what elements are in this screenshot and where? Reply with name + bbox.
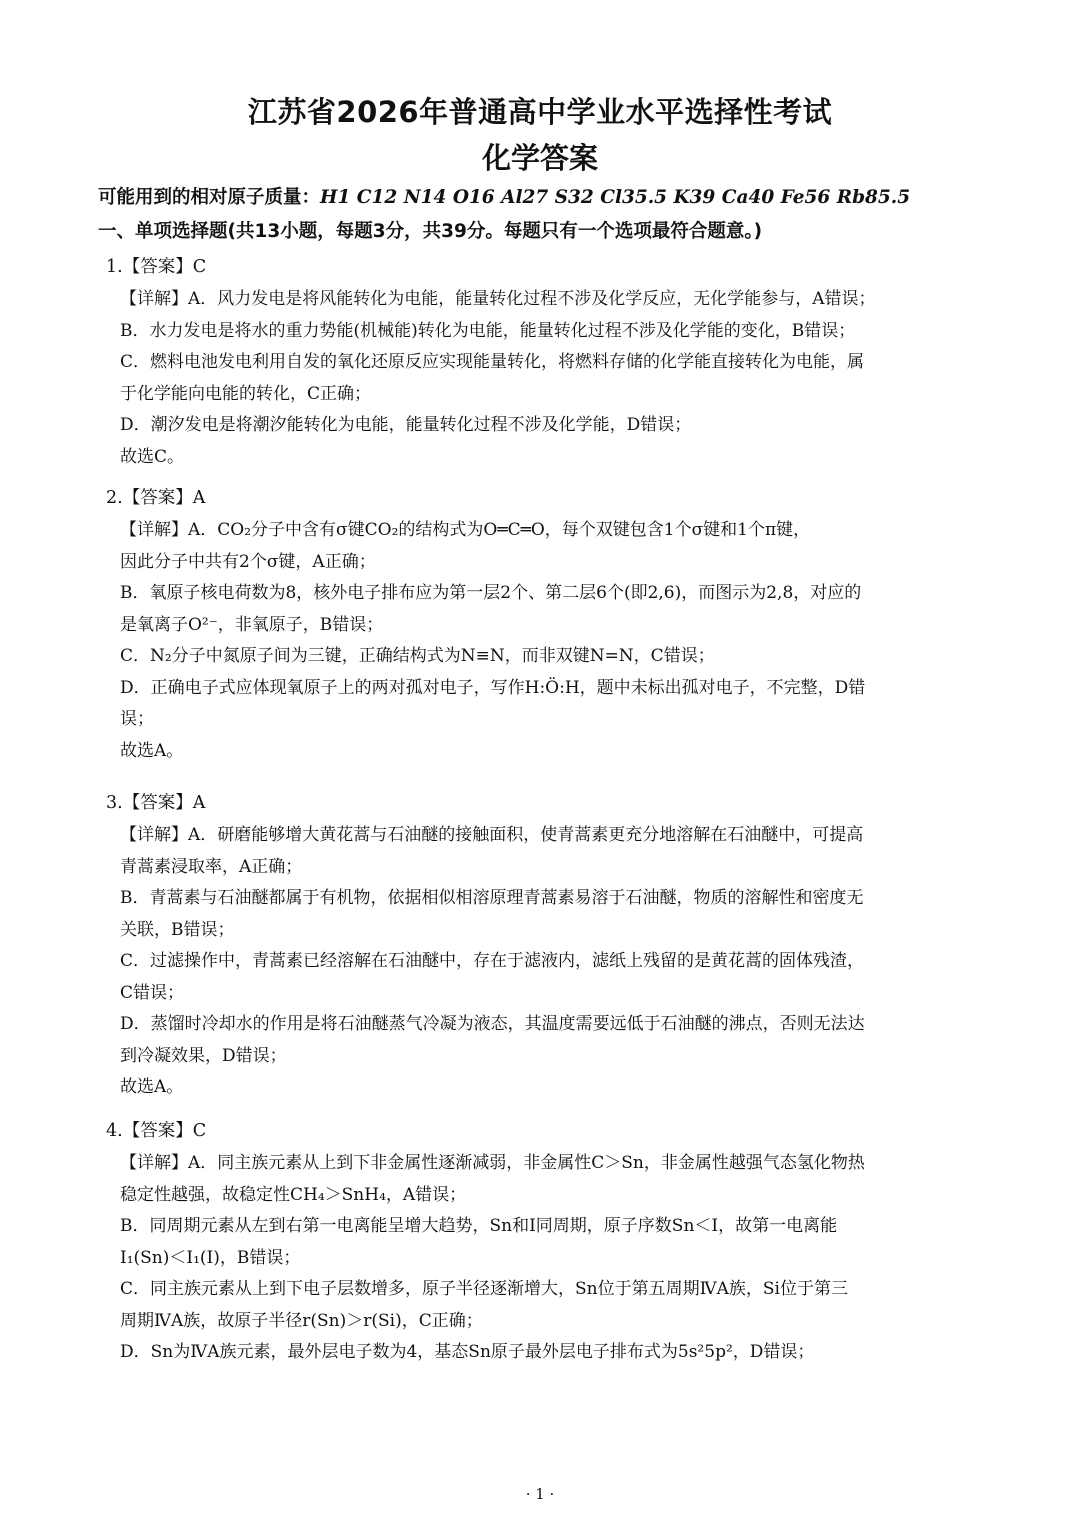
explanation-line: 因此分子中共有2个σ键，A正确； [120,551,376,572]
explanation-line: 是氧离子O²⁻，非氧原子，B错误； [120,614,384,635]
explanation-line: C．同主族元素从上到下电子层数增多，原子半径逐渐增大，Sn位于第五周期ⅣA族，Si位于第三 [120,1279,848,1299]
explanation-line: C．N₂分子中氮原子间为三键，正确结构式为N≡N，而非双键N=N，C错误； [120,646,715,666]
explanation-line: 青蒿素浸取率，A正确； [120,856,303,877]
conclusion-line: 故选A。 [120,740,184,761]
explanation-line: 【详解】A．同主族元素从上到下非金属性逐渐减弱，非金属性C＞Sn，非金属性越强气态氢化物热 [120,1153,865,1173]
explanation-line: 到冷凝效果，D错误； [120,1045,287,1066]
explanation-line: I₁(Sn)＜I₁(I)，B错误； [120,1247,301,1268]
explanation-line: D．正确电子式应体现氧原子上的两对孤对电子，写作H:Ö:H，题中未标出孤对电子，不完整，D错 [120,677,866,698]
atomic-masses-values: H1 C12 N14 O16 Al27 S32 Cl35.5 K39 Ca40 Fe56 Rb85.5 [320,187,911,208]
explanation-line: 【详解】A．风力发电是将风能转化为电能，能量转化过程不涉及化学反应，无化学能参与，A错误； [120,289,876,309]
explanation-line: B．氧原子核电荷数为8，核外电子排布应为第一层2个、第二层6个(即2,6)，而图示为2,8，对应的 [120,583,862,603]
explanation-line: 关联，B错误； [120,919,235,940]
explanation-line: D．蒸馏时冷却水的作用是将石油醚蒸气冷凝为液态，其温度需要远低于石油醚的沸点，否则无法达 [120,1014,865,1034]
explanation-line: B．同周期元素从左到右第一电离能呈增大趋势，Sn和I同周期，原子序数Sn＜I，故第一电离能 [120,1216,838,1236]
question-3 [106,786,986,1104]
explanation-line: B．水力发电是将水的重力势能(机械能)转化为电能，能量转化过程不涉及化学能的变化，B错误； [120,320,856,341]
explanation-line: D．潮汐发电是将潮汐能转化为电能，能量转化过程不涉及化学能，D错误； [120,415,692,435]
atomic-masses-label: 可能用到的相对原子质量： [98,187,321,208]
question-4 [106,1114,986,1369]
question-1 [106,250,986,473]
explanation-line: C．燃料电池发电利用自发的氧化还原反应实现能量转化，将燃料存储的化学能直接转化为电能，属 [120,352,865,372]
question-answer: 2.【答案】A [106,488,206,508]
question-answer: 1.【答案】C [106,257,207,277]
conclusion-line: 故选A。 [120,1077,184,1097]
explanation-line: C．过滤操作中，青蒿素已经溶解在石油醚中，存在于滤液内，滤纸上残留的是黄花蒿的固体残渣， [120,951,865,971]
explanation-line: C错误； [120,982,185,1003]
explanation-line: 稳定性越强，故稳定性CH₄＞SnH₄，A错误； [120,1184,467,1205]
question-answer: 4.【答案】C [106,1121,207,1141]
explanation-line: 周期ⅣA族，故原子半径r(Sn)＞r(Si)，C正确； [120,1310,483,1331]
explanation-line: B．青蒿素与石油醚都属于有机物，依据相似相溶原理青蒿素易溶于石油醚，物质的溶解性和密度无 [120,888,864,908]
conclusion-line: 故选C。 [120,446,185,467]
explanation-line: 于化学能向电能的转化，C正确； [120,383,372,404]
question-answer: 3.【答案】A [106,793,206,813]
explanation-line: 【详解】A．研磨能够增大黄花蒿与石油醚的接触面积，使青蒿素更充分地溶解在石油醚中，可提高 [120,825,864,845]
page-subtitle: 化学答案 [481,141,598,175]
explanation-line: 【详解】A．CO₂分子中含有σ键CO₂的结构式为O═C═O，每个双键包含1个σ键和1个π键， [120,520,811,540]
atomic-masses-line [98,183,910,209]
explanation-line: 误； [120,709,154,729]
question-2 [106,481,986,767]
page-number: · 1 · [525,1485,555,1503]
section-heading: 一、单项选择题(共13小题，每题3分，共39分。每题只有一个选项最符合题意。) [98,221,763,242]
page-title: 江苏省2026年普通高中学业水平选择性考试 [247,95,833,129]
explanation-line: D．Sn为ⅣA族元素，最外层电子数为4，基态Sn原子最外层电子排布式为5s²5p²，D错误； [120,1342,815,1362]
